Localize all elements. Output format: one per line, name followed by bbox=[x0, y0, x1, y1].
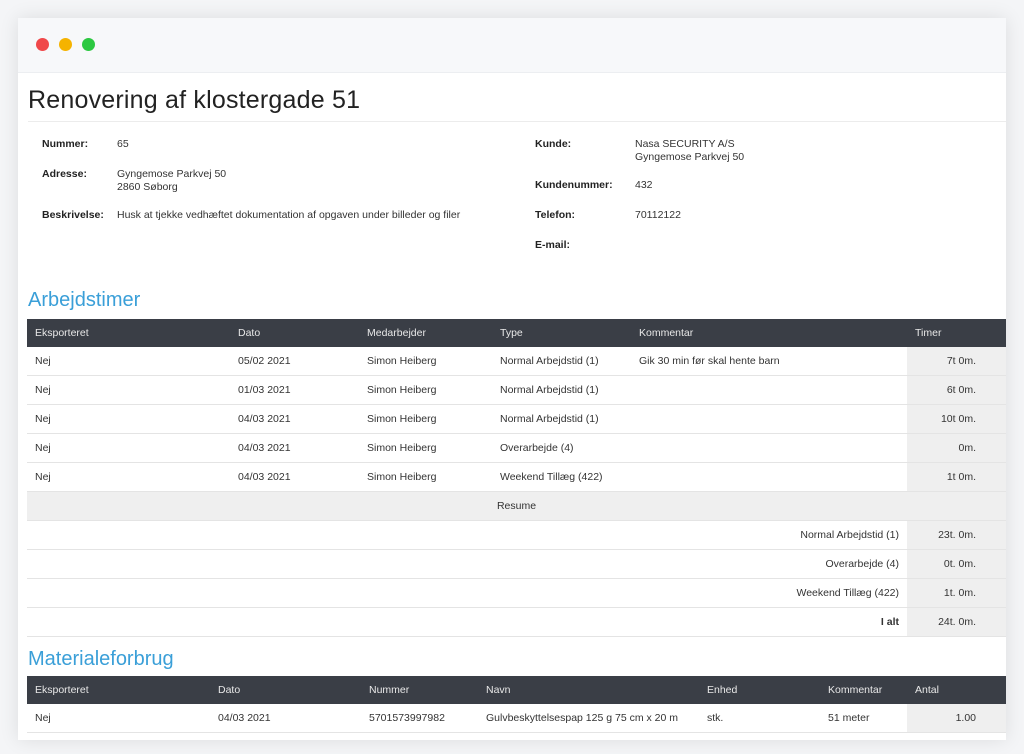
cell-dato: 05/02 2021 bbox=[230, 347, 359, 376]
cell-medarbejder: Simon Heiberg bbox=[359, 376, 492, 405]
cell-timer: 1t 0m. bbox=[907, 463, 1006, 492]
summary-value: 1t. 0m. bbox=[907, 579, 1006, 608]
beskrivelse-label: Beskrivelse: bbox=[42, 209, 104, 221]
table-row[interactable] bbox=[27, 376, 1006, 405]
cell-eksporteret: Nej bbox=[27, 376, 230, 405]
arbejdstimer-header-row bbox=[27, 319, 1006, 347]
cell-eksporteret: Nej bbox=[27, 405, 230, 434]
cell-type: Weekend Tillæg (422) bbox=[492, 463, 631, 492]
col-medarbejder[interactable]: Medarbejder bbox=[359, 319, 492, 347]
arbejdstimer-title: Arbejdstimer bbox=[28, 289, 141, 311]
resume-row bbox=[27, 492, 1006, 521]
maximize-window-icon[interactable] bbox=[82, 38, 95, 51]
cell-dato: 01/03 2021 bbox=[230, 376, 359, 405]
telefon-label: Telefon: bbox=[535, 209, 576, 221]
col-nummer[interactable]: Nummer bbox=[361, 676, 478, 704]
col-eksporteret[interactable]: Eksporteret bbox=[27, 319, 230, 347]
table-row[interactable] bbox=[27, 347, 1006, 376]
col-kommentar[interactable]: Kommentar bbox=[820, 676, 907, 704]
table-row[interactable] bbox=[27, 463, 1006, 492]
app-window bbox=[18, 18, 1006, 740]
summary-total-label: I alt bbox=[27, 608, 907, 637]
window-titlebar bbox=[18, 18, 1006, 73]
kunde-line2: Gyngemose Parkvej 50 bbox=[635, 151, 745, 163]
resume-label: Resume bbox=[27, 492, 1006, 521]
cell-timer: 0m. bbox=[907, 434, 1006, 463]
cell-kommentar bbox=[631, 434, 907, 463]
cell-medarbejder: Simon Heiberg bbox=[359, 463, 492, 492]
kunde-label: Kunde: bbox=[535, 138, 572, 150]
cell-timer: 10t 0m. bbox=[907, 405, 1006, 434]
cell-medarbejder: Simon Heiberg bbox=[359, 347, 492, 376]
col-timer[interactable]: Timer bbox=[907, 319, 1006, 347]
cell-medarbejder: Simon Heiberg bbox=[359, 434, 492, 463]
adresse-label: Adresse: bbox=[42, 168, 87, 180]
cell-type: Normal Arbejdstid (1) bbox=[492, 347, 631, 376]
cell-dato: 04/03 2021 bbox=[230, 463, 359, 492]
cell-type: Normal Arbejdstid (1) bbox=[492, 405, 631, 434]
table-row[interactable] bbox=[27, 704, 1006, 733]
cell-dato: 04/03 2021 bbox=[210, 704, 361, 733]
cell-enhed: stk. bbox=[699, 704, 820, 733]
cell-timer: 7t 0m. bbox=[907, 347, 1006, 376]
col-kommentar[interactable]: Kommentar bbox=[631, 319, 907, 347]
col-antal[interactable]: Antal bbox=[907, 676, 1006, 704]
cell-timer: 6t 0m. bbox=[907, 376, 1006, 405]
col-navn[interactable]: Navn bbox=[478, 676, 699, 704]
kundenummer-value: 432 bbox=[635, 179, 653, 191]
summary-row bbox=[27, 579, 1006, 608]
materialeforbrug-table bbox=[27, 676, 1006, 733]
cell-kommentar: Gik 30 min før skal hente barn bbox=[631, 347, 907, 376]
cell-kommentar: 51 meter bbox=[820, 704, 907, 733]
kunde-line1: Nasa SECURITY A/S bbox=[635, 138, 735, 150]
materialeforbrug-title: Materialeforbrug bbox=[28, 648, 174, 670]
col-enhed[interactable]: Enhed bbox=[699, 676, 820, 704]
summary-label: Weekend Tillæg (422) bbox=[27, 579, 907, 608]
cell-nummer: 5701573997982 bbox=[361, 704, 478, 733]
table-row[interactable] bbox=[27, 434, 1006, 463]
cell-eksporteret: Nej bbox=[27, 463, 230, 492]
adresse-line2: 2860 Søborg bbox=[117, 181, 178, 193]
cell-eksporteret: Nej bbox=[27, 347, 230, 376]
adresse-line1: Gyngemose Parkvej 50 bbox=[117, 168, 227, 180]
col-type[interactable]: Type bbox=[492, 319, 631, 347]
table-row[interactable] bbox=[27, 405, 1006, 434]
summary-row bbox=[27, 521, 1006, 550]
summary-value: 23t. 0m. bbox=[907, 521, 1006, 550]
close-window-icon[interactable] bbox=[36, 38, 49, 51]
summary-total-row bbox=[27, 608, 1006, 637]
beskrivelse-value: Husk at tjekke vedhæftet dokumentation af opgaven under billeder og filer bbox=[117, 209, 461, 221]
cell-type: Normal Arbejdstid (1) bbox=[492, 376, 631, 405]
cell-medarbejder: Simon Heiberg bbox=[359, 405, 492, 434]
cell-kommentar bbox=[631, 463, 907, 492]
cell-eksporteret: Nej bbox=[27, 434, 230, 463]
page-title: Renovering af klostergade 51 bbox=[28, 86, 361, 114]
cell-kommentar bbox=[631, 376, 907, 405]
cell-type: Overarbejde (4) bbox=[492, 434, 631, 463]
col-dato[interactable]: Dato bbox=[230, 319, 359, 347]
kundenummer-label: Kundenummer: bbox=[535, 179, 613, 191]
telefon-value: 70112122 bbox=[635, 209, 681, 221]
summary-value: 0t. 0m. bbox=[907, 550, 1006, 579]
summary-label: Normal Arbejdstid (1) bbox=[27, 521, 907, 550]
arbejdstimer-table bbox=[27, 319, 1006, 637]
cell-kommentar bbox=[631, 405, 907, 434]
cell-dato: 04/03 2021 bbox=[230, 405, 359, 434]
cell-navn: Gulvbeskyttelsespap 125 g 75 cm x 20 m bbox=[478, 704, 699, 733]
summary-row bbox=[27, 550, 1006, 579]
cell-eksporteret: Nej bbox=[27, 704, 210, 733]
title-divider bbox=[28, 121, 1006, 122]
nummer-value: 65 bbox=[117, 138, 129, 150]
cell-dato: 04/03 2021 bbox=[230, 434, 359, 463]
summary-label: Overarbejde (4) bbox=[27, 550, 907, 579]
minimize-window-icon[interactable] bbox=[59, 38, 72, 51]
email-label: E-mail: bbox=[535, 239, 571, 251]
col-eksporteret[interactable]: Eksporteret bbox=[27, 676, 210, 704]
materialeforbrug-header-row bbox=[27, 676, 1006, 704]
col-dato[interactable]: Dato bbox=[210, 676, 361, 704]
cell-antal: 1.00 bbox=[907, 704, 1006, 733]
summary-total-value: 24t. 0m. bbox=[907, 608, 1006, 637]
nummer-label: Nummer: bbox=[42, 138, 89, 150]
